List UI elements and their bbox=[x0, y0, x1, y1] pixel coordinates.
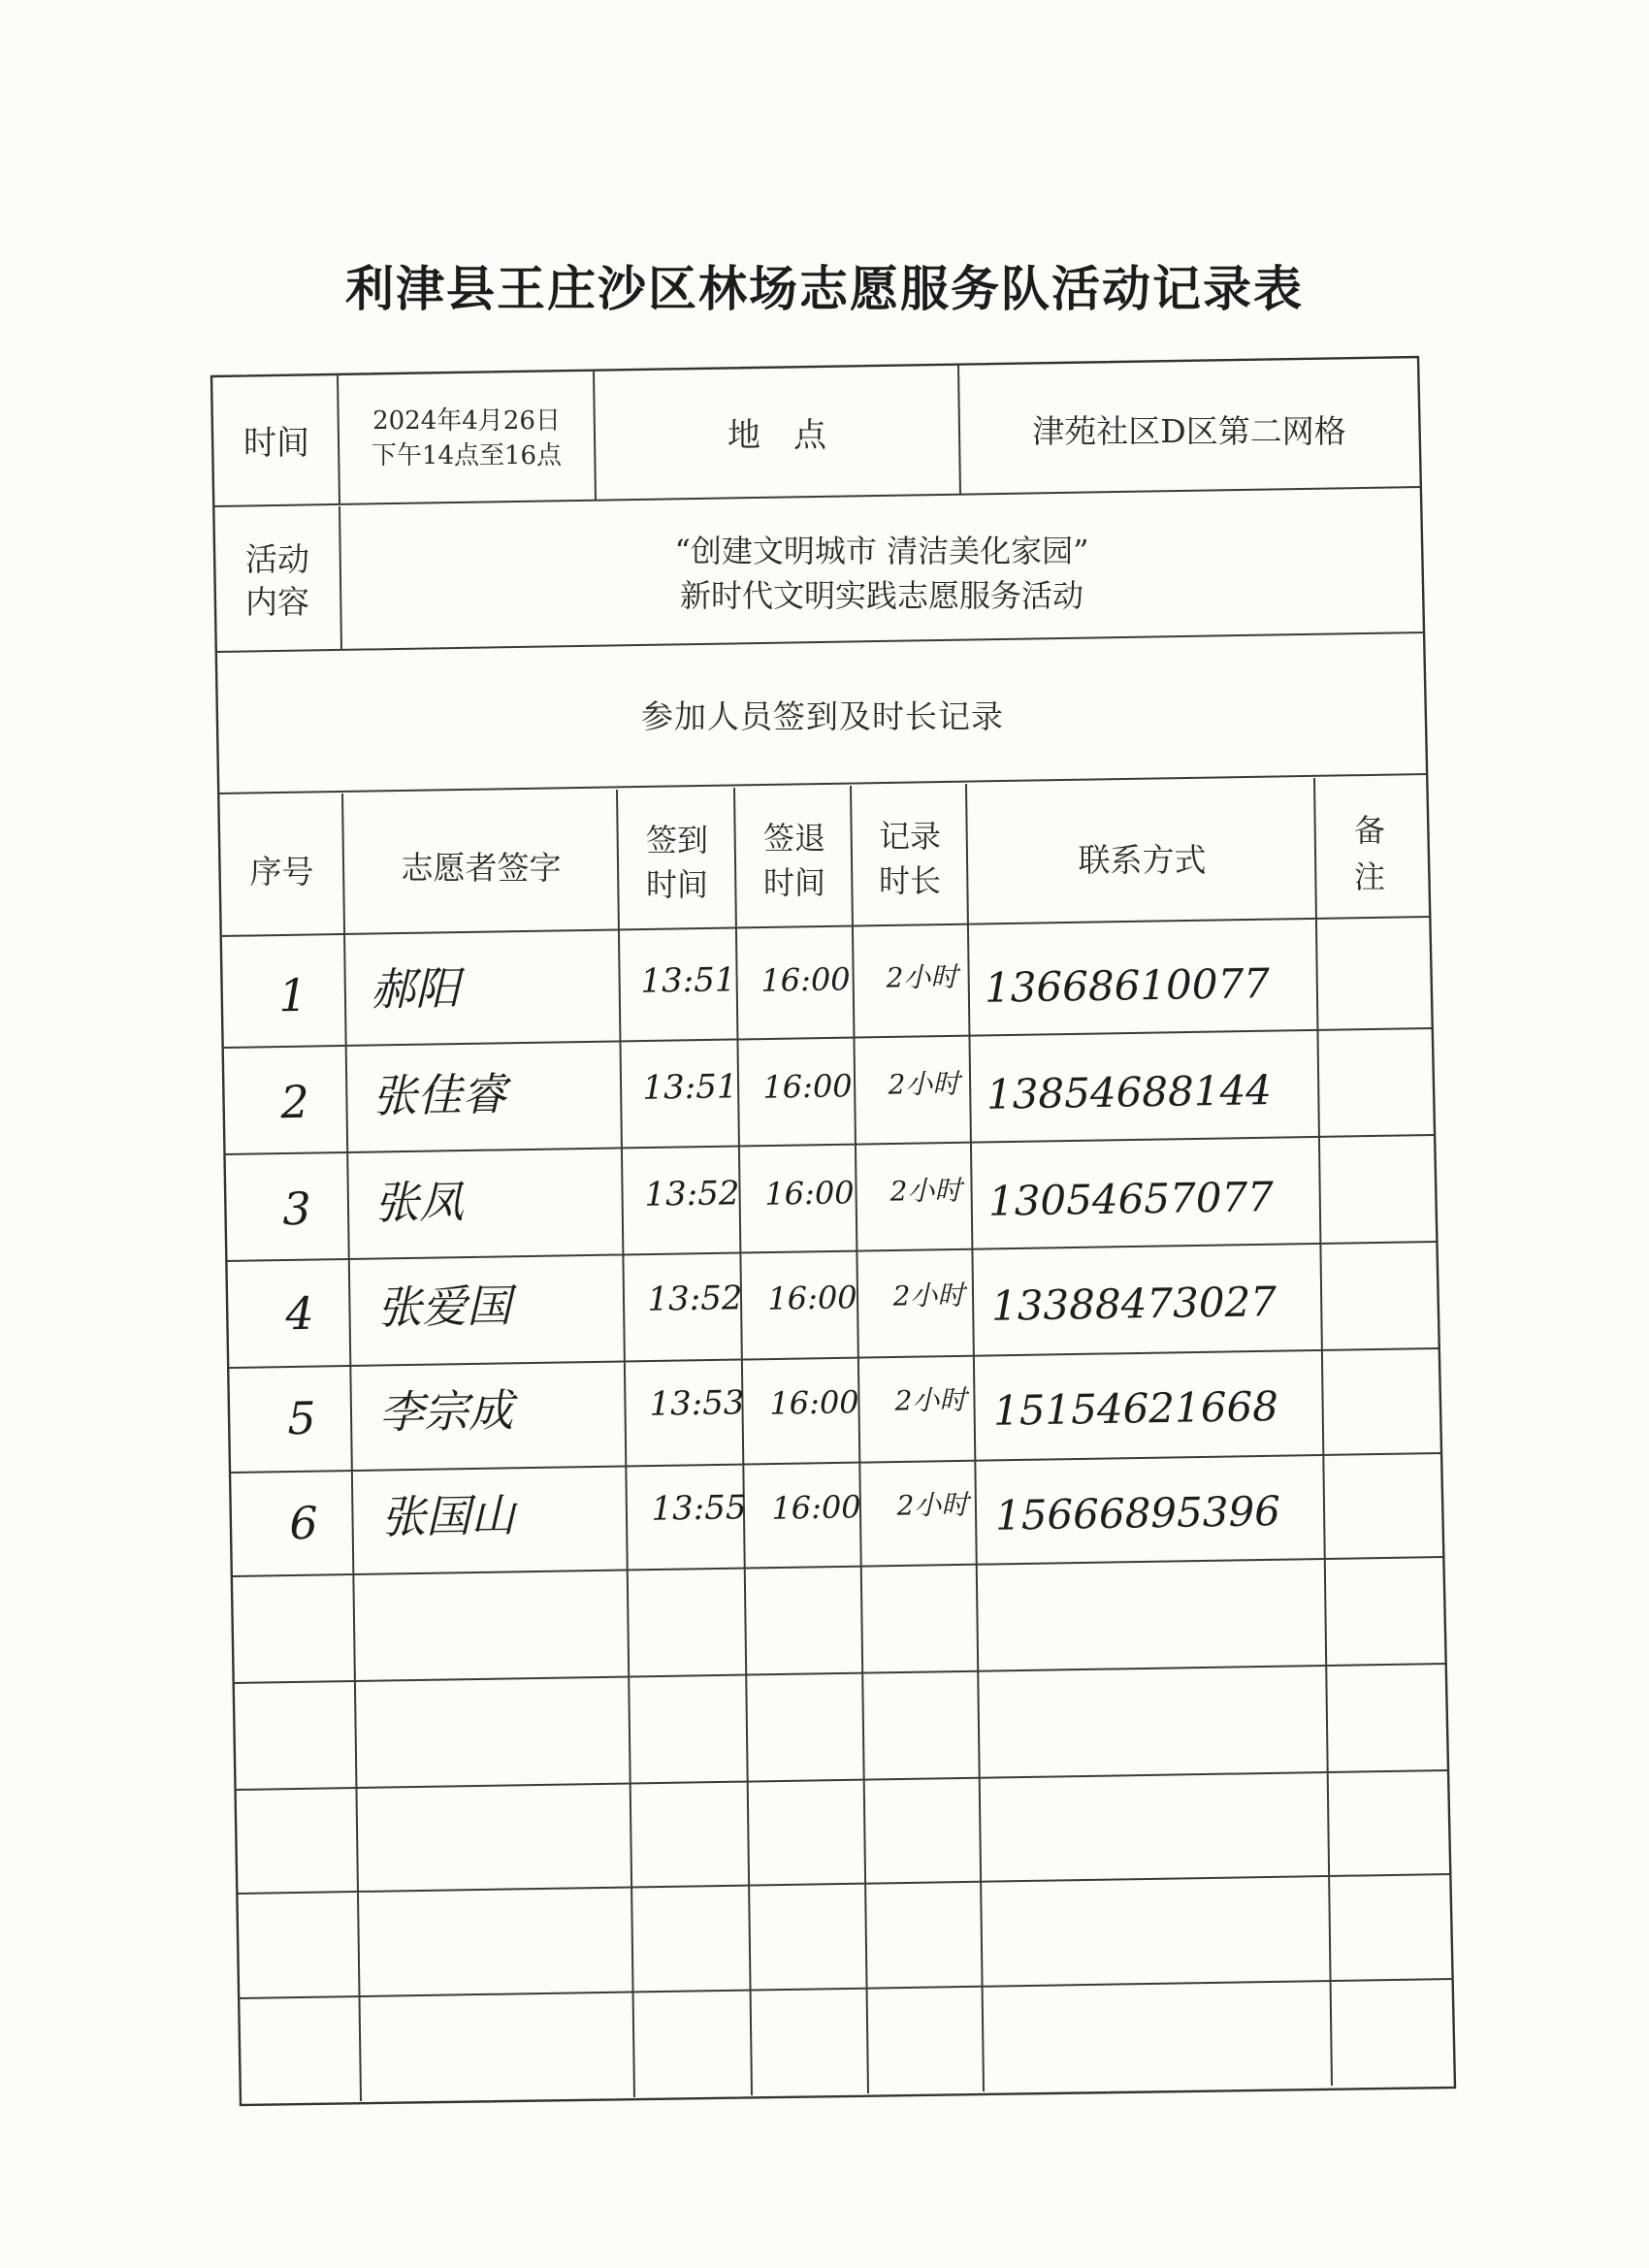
row-3-phone: 13054657077 bbox=[988, 1173, 1275, 1225]
row-2-seq: 2 bbox=[280, 1075, 310, 1129]
row-5-seq: 5 bbox=[286, 1391, 316, 1445]
row-3-name: 张凤 bbox=[373, 1175, 465, 1229]
document-title: 利津县王庄沙区林场志愿服务队活动记录表 bbox=[345, 261, 1304, 317]
col-duration-line1: 记录 bbox=[878, 818, 941, 855]
time-label: 时间 bbox=[243, 424, 309, 463]
row-2-checkin: 13:51 bbox=[642, 1067, 738, 1108]
row-5-checkin: 13:53 bbox=[648, 1383, 745, 1424]
row-2-phone: 13854688144 bbox=[986, 1066, 1273, 1118]
row-5-phone: 15154621668 bbox=[992, 1382, 1279, 1435]
col-seq: 序号 bbox=[249, 853, 314, 891]
row-2-checkout: 16:00 bbox=[762, 1067, 854, 1106]
row-6-checkout: 16:00 bbox=[771, 1488, 861, 1527]
col-checkout-line2: 时间 bbox=[762, 864, 825, 901]
row-1-checkin: 13:51 bbox=[640, 960, 736, 1001]
row-6-duration: 2小时 bbox=[896, 1488, 969, 1522]
row-4-seq: 4 bbox=[284, 1286, 314, 1341]
row-1-checkout: 16:00 bbox=[760, 960, 851, 999]
content-label-line1: 活动 bbox=[245, 540, 309, 578]
row-1-name: 郝阳 bbox=[370, 961, 461, 1016]
row-5-checkout: 16:00 bbox=[768, 1383, 859, 1422]
col-checkout-line1: 签退 bbox=[762, 820, 825, 857]
row-5-duration: 2小时 bbox=[894, 1383, 967, 1417]
row-6-name: 张国山 bbox=[380, 1488, 516, 1543]
col-duration-line2: 时长 bbox=[878, 862, 941, 899]
row-1-seq: 1 bbox=[277, 968, 308, 1022]
col-checkin-line1: 签到 bbox=[645, 822, 708, 859]
row-4-checkin: 13:52 bbox=[646, 1279, 743, 1319]
col-remark-line2: 注 bbox=[1353, 859, 1385, 895]
row-4-checkout: 16:00 bbox=[766, 1279, 857, 1317]
section-title: 参加人员签到及时长记录 bbox=[641, 697, 1004, 735]
table-rules bbox=[213, 365, 1453, 2101]
time-date: 2024年4月26日 bbox=[372, 406, 561, 436]
place-label: 地 点 bbox=[728, 416, 826, 455]
row-4-phone: 13388473027 bbox=[990, 1278, 1277, 1330]
row-6-phone: 15666895396 bbox=[994, 1487, 1281, 1539]
row-6-checkin: 13:55 bbox=[651, 1488, 747, 1529]
row-2-name: 张佳睿 bbox=[372, 1067, 507, 1122]
row-6-seq: 6 bbox=[288, 1496, 319, 1550]
col-signature: 志愿者签字 bbox=[401, 849, 562, 887]
activity-subtitle: 新时代文明实践志愿服务活动 bbox=[679, 577, 1083, 614]
row-1-phone: 13668610077 bbox=[984, 959, 1271, 1012]
time-range: 下午14点至16点 bbox=[371, 441, 563, 470]
col-checkin-line2: 时间 bbox=[645, 866, 708, 903]
place-value: 津苑社区D区第二网格 bbox=[1032, 412, 1346, 450]
activity-title: “创建文明城市 清洁美化家园” bbox=[674, 533, 1089, 569]
row-3-checkout: 16:00 bbox=[764, 1174, 856, 1213]
content-label-line2: 内容 bbox=[245, 583, 309, 621]
row-4-duration: 2小时 bbox=[891, 1279, 965, 1312]
row-4-name: 张爱国 bbox=[376, 1279, 512, 1334]
row-2-duration: 2小时 bbox=[888, 1067, 960, 1101]
row-3-seq: 3 bbox=[282, 1182, 312, 1236]
row-3-checkin: 13:52 bbox=[644, 1174, 741, 1215]
col-contact: 联系方式 bbox=[1078, 841, 1207, 879]
col-remark-line1: 备 bbox=[1353, 812, 1385, 849]
row-3-duration: 2小时 bbox=[889, 1174, 963, 1208]
row-1-duration: 2小时 bbox=[886, 960, 958, 994]
row-5-name: 李宗成 bbox=[378, 1383, 514, 1439]
